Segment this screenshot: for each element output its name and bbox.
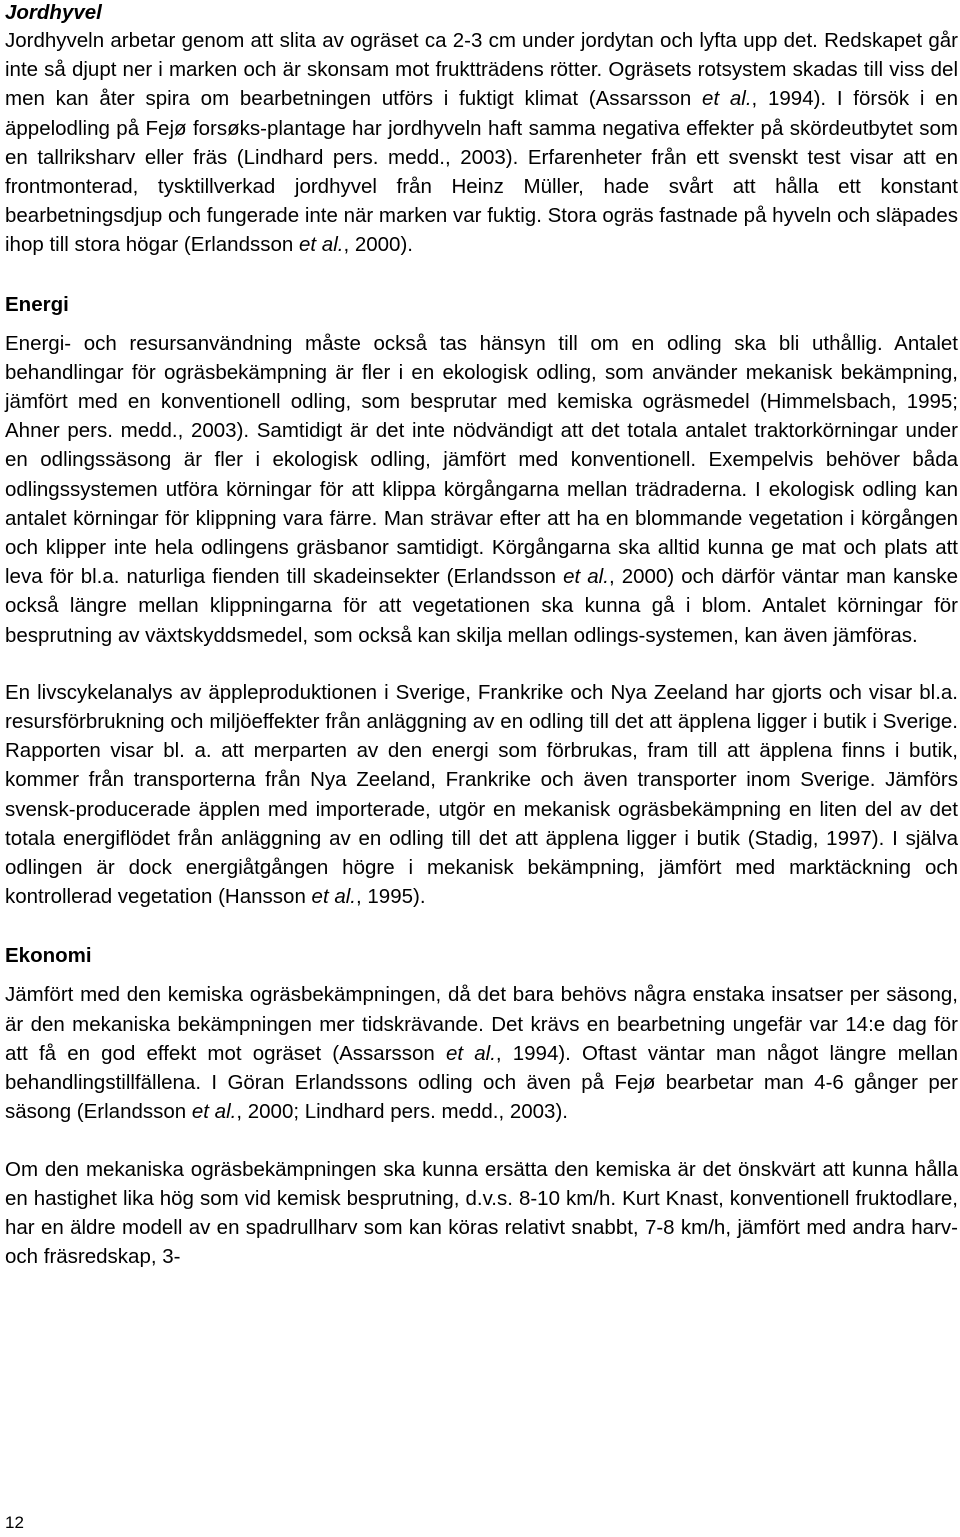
text-run: Om den mekaniska ogräsbekämpningen ska kunna ersätta den kemiska är det önskvärt att kunna hålla en hastighet lika hög som vid kemisk besprutning, d.v.s. 8-10 km/h. Kurt Knast, konventionell fruktodlare, har en äldre modell av en spadrullharv som kan köras relativt snabbt, 7-8 km/h, jämfört med andra harv- och fräsredskap, 3- <box>5 1157 958 1269</box>
text-run: Jämfört med den kemiska ogräsbekämpningen, då det bara behövs några enstaka insatser per säsong, är den mekaniska bekämpningen mer tidskrävande. Det krävs en bearbetning ungefär var 14:e dag för att få en god effekt mot ogräset (Assarsson <box>5 983 958 1065</box>
italic-citation: et al. <box>445 1041 496 1065</box>
text-run: , 2000) och därför väntar man kanske också längre mellan klippningarna för att vegetationen ska kunna gå i blom. Antalet körningar för besprutning av växtskyddsmedel, som också kan skilja mellan odlings-systemen, kan även jämföras. <box>5 565 958 647</box>
text-run: , 1995). <box>356 885 426 909</box>
italic-citation: et al. <box>702 87 752 111</box>
document-page <box>5 0 958 1271</box>
text-run: Jordhyveln arbetar genom att slita av ogräset ca 2-3 cm under jordytan och lyfta upp det. Redskapet går inte så djupt ner i marken och är skonsam mot fruktträdens rötter. Ogräsets rotsystem skadas till viss del men kan åter spira om bearbetningen utförs i fuktigt klimat (Assarsson <box>5 29 958 111</box>
text-run: , 1994). I försök i en äppelodling på Fejø forsøks-plantage har jordhyveln haft samma negativa effekter på skördeutbytet som en tallriksharv eller fräs (Lindhard pers. medd., 2003). Erfarenheter från ett svenskt test visar att en frontmonterad, tysktillverkad jordhyvel från Heinz Müller, hade svårt att hålla ett konstant bearbetningsdjup och fungerade inte när marken var fuktig. Stora ogräs fastnade på hyveln och släpades ihop till stora högar (Erlandsson <box>5 87 958 257</box>
paragraph-energi-2 <box>5 678 958 912</box>
text-run: , 2000). <box>343 233 413 257</box>
italic-citation: et al. <box>299 233 344 257</box>
section-heading-jordhyvel: Jordhyvel <box>5 1 102 24</box>
text-run: En livscykelanalys av äppleproduktionen i Sverige, Frankrike och Nya Zeeland har gjorts och visar bl.a. resursförbrukning och miljöeffekter från anläggning av en odling till det att äpplena ligger i butik i Sverige. Rapporten visar bl. a. att merparten av den energi som förbrukas, fram till att äpplena finns i butik, kommer från transporterna från Nya Zeeland, Frankrike och även transporter inom Sverige. Jämförs svensk-producerade äpplen med importerade, utgör en mekanisk ogräsbekämpning en liten del av det totala energiflödet från anläggning av en odling till det att äpplena ligger i butik (Stadig, 1997). I själva odlingen är dock energiåtgången högre i mekanisk bekämpning, jämfört med marktäckning och kontrollerad vegetation (Hansson <box>5 680 958 909</box>
italic-citation: et al. <box>191 1100 237 1124</box>
text-run: , 2000; Lindhard pers. medd., 2003). <box>236 1100 568 1124</box>
section-heading-energi: Energi <box>5 292 69 316</box>
paragraph-ekonomi-2 <box>5 1155 958 1272</box>
paragraph-jordhyvel <box>5 26 958 260</box>
italic-citation: et al. <box>311 885 356 909</box>
page-number: 12 <box>5 1513 24 1532</box>
paragraph-energi-1 <box>5 329 958 650</box>
text-run: , 1994). Oftast väntar man något längre mellan behandlingstillfällena. I Göran Erlandssons odling och även på Fejø bearbetar man 4-6 gånger per säsong (Erlandsson <box>5 1041 959 1124</box>
paragraph-ekonomi-1 <box>5 980 958 1126</box>
text-run: Energi- och resursanvändning måste också tas hänsyn till om en odling ska bli uthållig. Antalet behandlingar för ogräsbekämpning är fler i en ekologisk odling, som använder mekanisk bekämpning, jämfört med en konventionell odling, som besprutar med kemiska ogräsmedel (Himmelsbach, 1995; Ahner pers. medd., 2003). Samtidigt är det inte nödvändigt att det totala antalet traktorkörningar under en odlingssäsong är fler i ekologisk odling, jämfört med konventionell. Exempelvis behöver båda odlingssystemen utföra körningar för att klippa körgångarna mellan trädraderna. I ekologisk odling kan antalet körningar för klippning vara färre. Man strävar efter att ha en blommande vegetation i körgången och klipper inte hela odlingens gräsbanor samtidigt. Körgångarna ska alltid kunna ge mat och plats att leva för bl.a. naturliga fienden till skadeinsekter (Erlandsson <box>5 331 958 589</box>
section-heading-ekonomi: Ekonomi <box>5 944 92 968</box>
italic-citation: et al. <box>563 565 609 589</box>
